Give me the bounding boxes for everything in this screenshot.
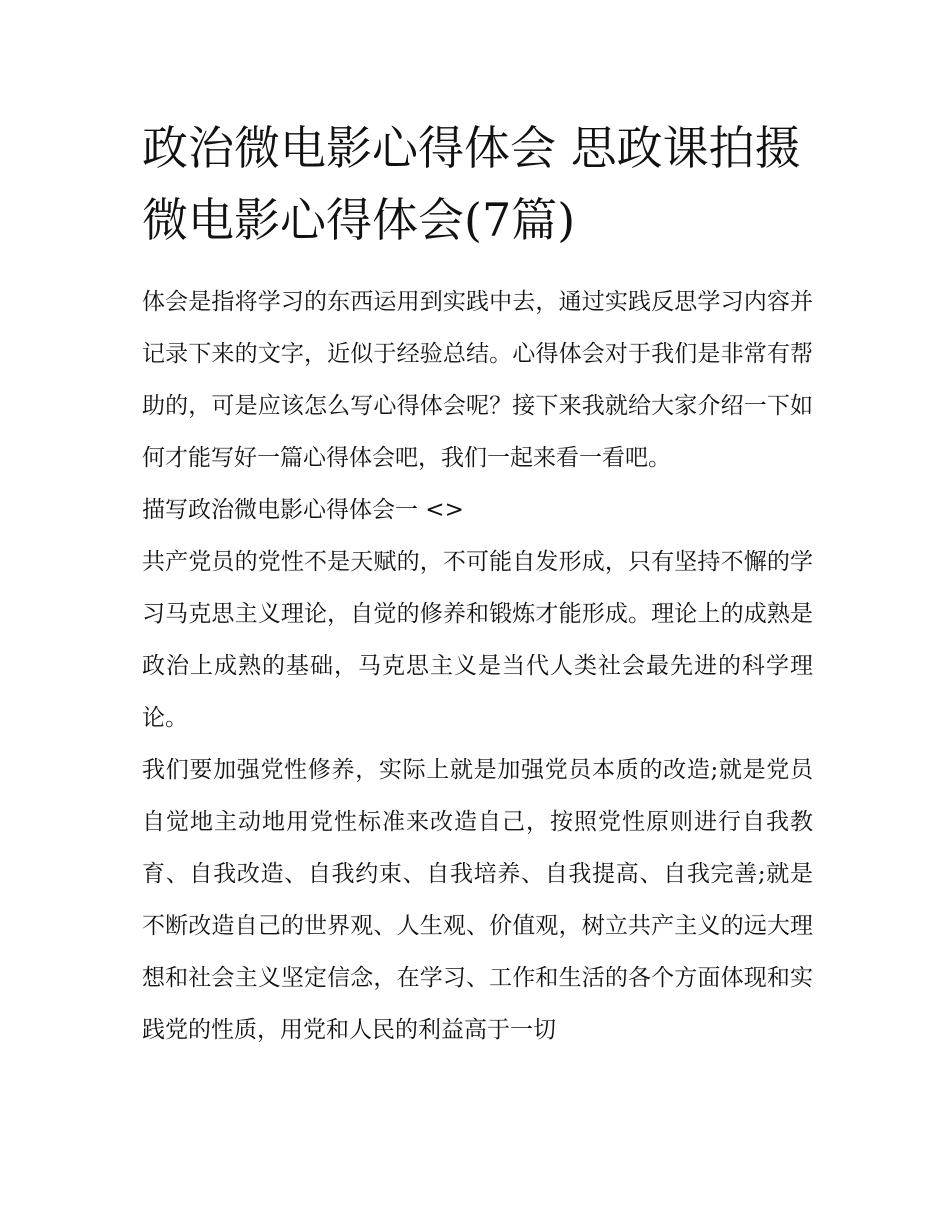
body-paragraph-2: 我们要加强党性修养，实际上就是加强党员本质的改造;就是党员自觉地主动地用党性标准来改造自己，按照党性原则进行自我教育、自我改造、自我约束、自我培养、自我提高、自我完善;就是不断改造自己的世界观、人生观、价值观，树立共产主义的远大理想和社会主义坚定信念，在学习、工作和生活的各个方面体现和实践党的性质，用党和人民的利益高于一切 xyxy=(142,757,813,1043)
section-heading: 描写政治微电影心得体会一 <> xyxy=(142,497,464,523)
body-paragraph-1: 共产党员的党性不是天赋的，不可能自发形成，只有坚持不懈的学习马克思主义理论，自觉的修养和锻炼才能形成。理论上的成熟是政治上成熟的基础，马克思主义是当代人类社会最先进的科学理论。 xyxy=(142,549,813,731)
document-title: 政治微电影心得体会 思政课拍摄微电影心得体会(7篇) xyxy=(142,121,801,247)
intro-paragraph: 体会是指将学习的东西运用到实践中去，通过实践反思学习内容并记录下来的文字，近似于经验总结。心得体会对于我们是非常有帮助的，可是应该怎么写心得体会呢？接下来我就给大家介绍一下如何才能写好一篇心得体会吧，我们一起来看一看吧。 xyxy=(142,289,813,471)
